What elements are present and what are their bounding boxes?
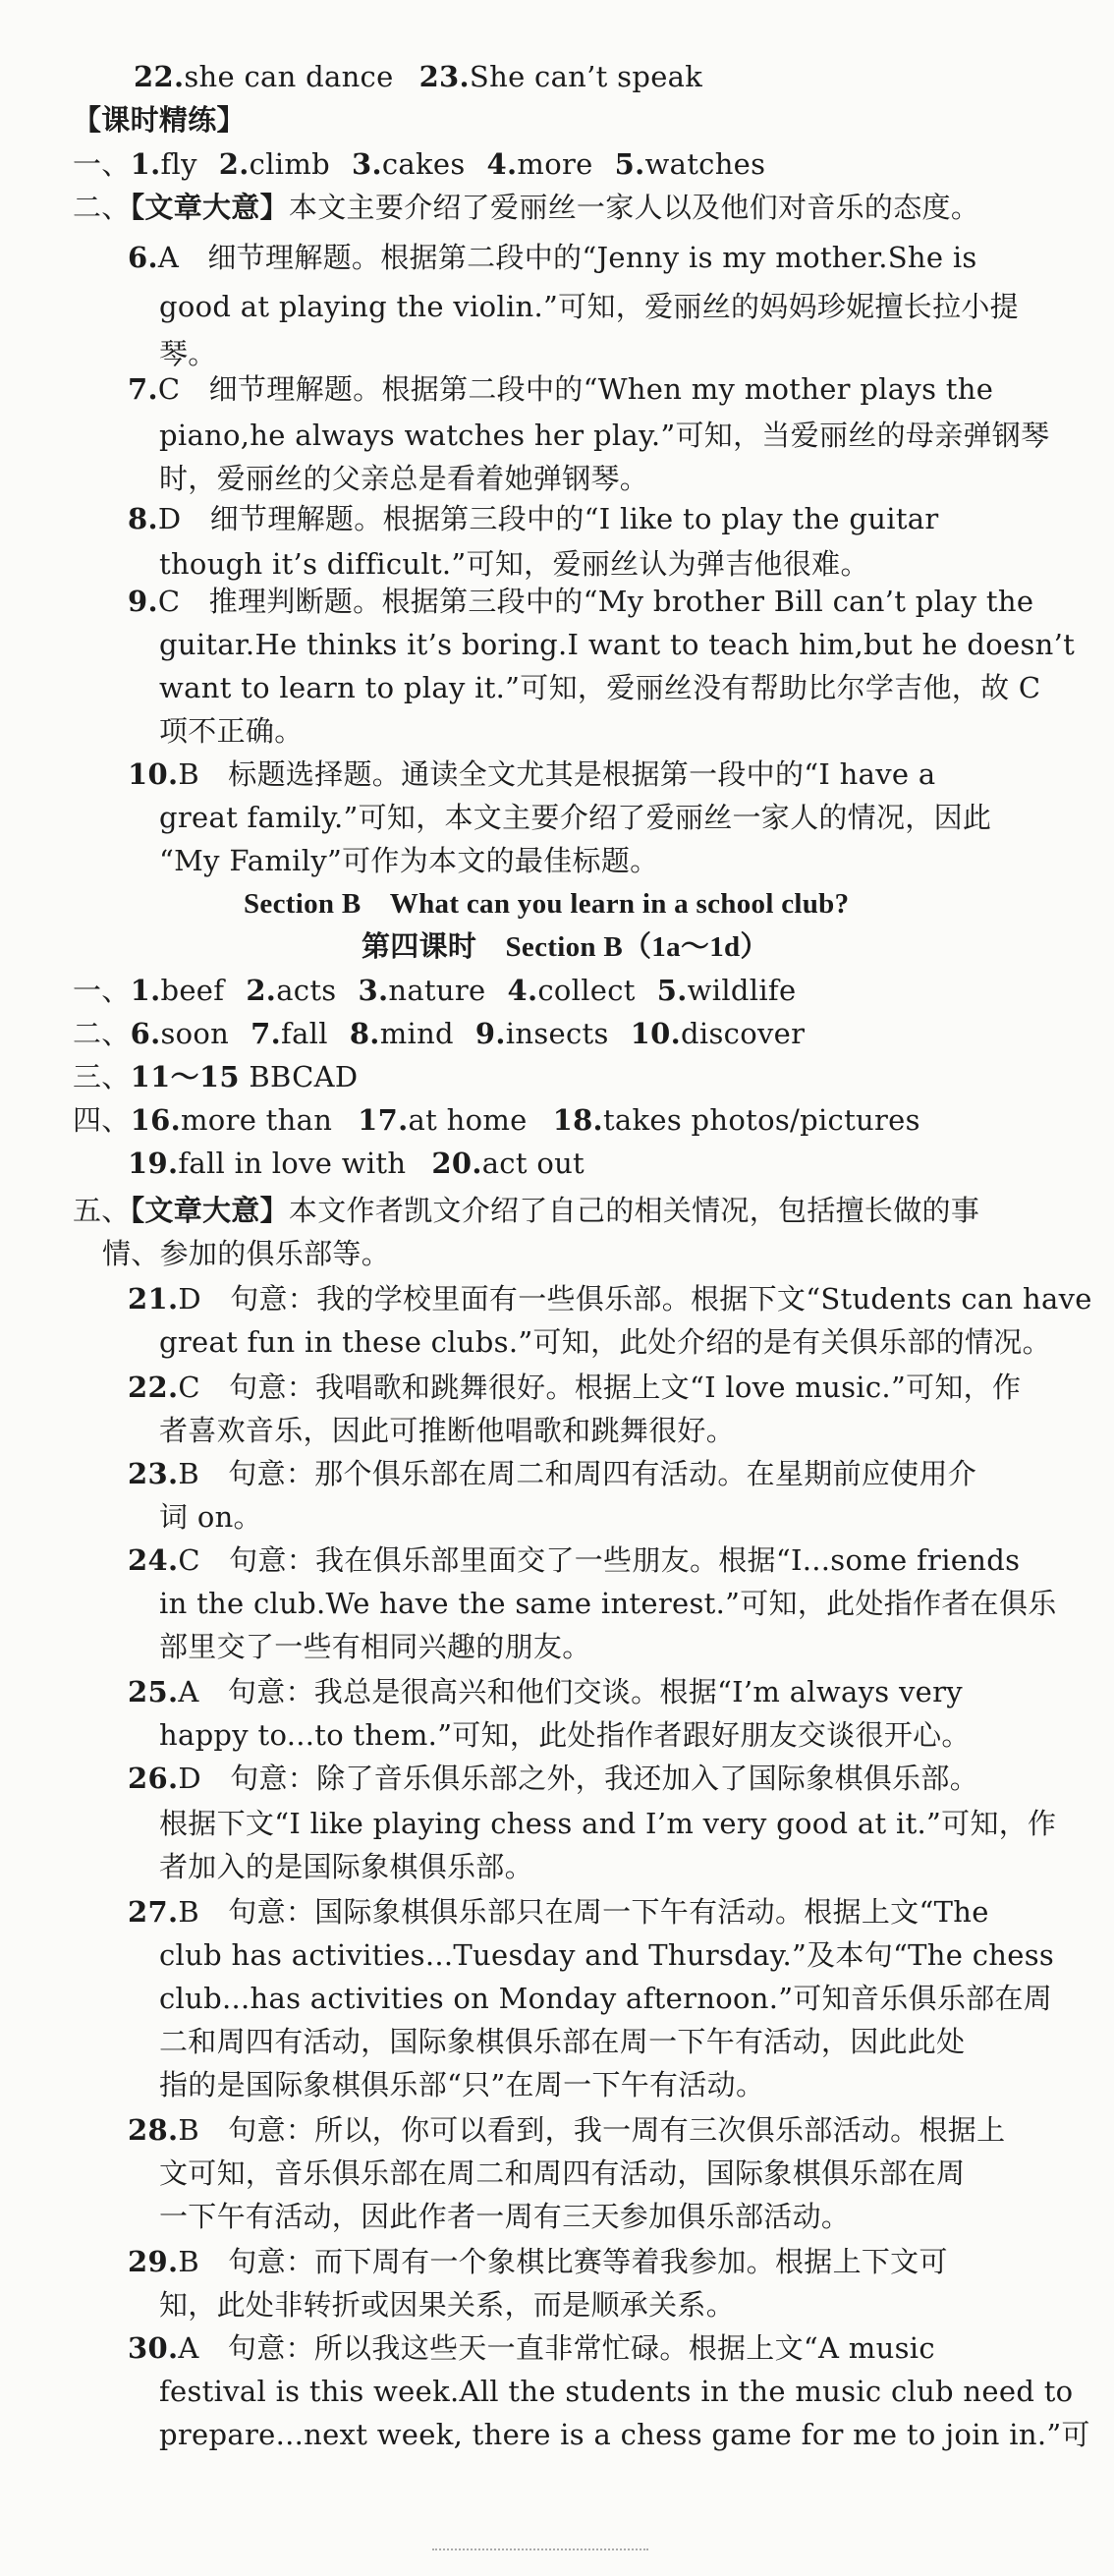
- p2-q6-lines-0: A 细节理解题。根据第二段中的“Jenny is my mother.She is: [157, 241, 977, 274]
- s5-q27-lines-3: 二和周四有活动，国际象棋俱乐部在周一下午有活动，因此此处: [159, 2025, 966, 2058]
- s5-summary-lines-0: 本文作者凯文介绍了自己的相关情况，包括擅长做的事: [288, 1194, 980, 1227]
- p2-q9-lines-2: want to learn to play it.”可知，爱丽丝没有帮助比尔学吉他，故 C: [159, 671, 1041, 704]
- s3-t: BBCAD: [249, 1060, 359, 1093]
- s4-line-1: [73, 1098, 920, 1142]
- p1-items-3-t: more: [517, 147, 593, 181]
- s5-q28-lines-0: B 句意：所以，你可以看到，我一周有三次俱乐部活动。根据上: [178, 2113, 1006, 2147]
- section-title: Section B What can you learn in a school club?: [244, 888, 850, 920]
- practice-header: 【课时精练】: [73, 103, 246, 137]
- s5-q21-n: 21.: [128, 1282, 179, 1316]
- p2-q9-lines-0: C 推理判断题。根据第三段中的“My brother Bill can’t play the: [157, 585, 1034, 618]
- p1-items-2-n: 3.: [352, 147, 382, 181]
- p2-q8-n: 8.: [128, 502, 158, 535]
- s5-q28-n: 28.: [128, 2113, 179, 2147]
- s5-q25-lines-1: happy to...to them.”可知，此处指作者跟好朋友交谈很开心。: [159, 1718, 971, 1752]
- s1-items-4-n: 5.: [656, 974, 688, 1007]
- s5-q28-lines-1: 文可知，音乐俱乐部在周二和周四有活动，国际象棋俱乐部在周: [159, 2156, 966, 2190]
- p2-q10-n: 10.: [128, 757, 179, 791]
- p2-q9-lines-3: 项不正确。: [159, 714, 304, 748]
- p1-prefix: 一、: [73, 147, 131, 181]
- s1-items-0-n: 1.: [130, 974, 161, 1007]
- s5-q27-lines-0: B 句意：国际象棋俱乐部只在周一下午有活动。根据上文“The: [178, 1895, 989, 1929]
- s4-items-1-t: at home: [408, 1103, 528, 1137]
- s2-items-4-n: 10.: [630, 1017, 682, 1050]
- q22-number: 22.: [134, 60, 185, 93]
- p2-q8-lines-1: though it’s difficult.”可知，爱丽丝认为弹吉他很难。: [159, 547, 869, 581]
- p2-summary: [73, 186, 979, 229]
- text-line: [128, 1539, 1020, 1582]
- s5-q23-n: 23.: [128, 1457, 179, 1490]
- p2-q7-n: 7.: [128, 372, 158, 406]
- answer-line-top: [134, 55, 702, 98]
- s5-q27-lines-1: club has activities...Tuesday and Thursday.”及本句“The chess: [159, 1938, 1055, 1972]
- text-line: [128, 497, 939, 540]
- text-line: [128, 2326, 935, 2370]
- text-line: [128, 1757, 978, 1800]
- s3-prefix: 三、: [73, 1060, 131, 1093]
- s5-q22-lines-1: 者喜欢音乐，因此可推断他唱歌和跳舞很好。: [159, 1414, 736, 1447]
- s5-q24-n: 24.: [128, 1543, 179, 1577]
- s5-tag: 【文章大意】: [130, 1194, 289, 1227]
- s5-q28-lines-2: 一下午有活动，因此作者一周有三天参加俱乐部活动。: [159, 2200, 851, 2233]
- s4-items-2-n: 18.: [552, 1103, 603, 1137]
- s4-items-4-n: 20.: [431, 1147, 482, 1180]
- text-line: [128, 1277, 1092, 1320]
- s5-summary: [73, 1189, 979, 1232]
- s4-items-3-t: fall in love with: [178, 1147, 407, 1180]
- s1-items-3-t: collect: [537, 974, 636, 1007]
- text-line: [128, 753, 936, 796]
- s5-q21-lines-1: great fun in these clubs.”可知，此处介绍的是有关俱乐部的情况。: [159, 1325, 1051, 1359]
- s4-items-4-t: act out: [481, 1147, 585, 1180]
- s4-line-2: [128, 1142, 585, 1185]
- s2-line: [73, 1012, 805, 1055]
- s5-q26-lines-0: D 句意：除了音乐俱乐部之外，我还加入了国际象棋俱乐部。: [178, 1762, 979, 1795]
- text-line: [128, 1452, 976, 1495]
- s5-q24-lines-2: 部里交了一些有相同兴趣的朋友。: [159, 1630, 591, 1663]
- s1-items-1-n: 2.: [246, 974, 277, 1007]
- p2-tag: 【文章大意】: [130, 191, 289, 224]
- lesson-title: 第四课时 Section B（1a～1d）: [362, 931, 769, 963]
- text-line: [128, 2240, 948, 2283]
- s2-items-1-t: fall: [281, 1017, 328, 1050]
- s5-q29-lines-1: 知，此处非转折或因果关系，而是顺承关系。: [159, 2288, 736, 2322]
- s5-q24-lines-0: C 句意：我在俱乐部里面交了一些朋友。根据“I...some friends: [178, 1543, 1021, 1577]
- p1-line: [73, 142, 765, 186]
- p2-q6-n: 6.: [128, 241, 158, 274]
- s5-q26-lines-2: 者加入的是国际象棋俱乐部。: [159, 1850, 533, 1883]
- s5-q22-n: 22.: [128, 1371, 179, 1404]
- s1-items-1-t: acts: [276, 974, 337, 1007]
- s4-items-3-n: 19.: [128, 1147, 179, 1180]
- p1-items-4-n: 5.: [614, 147, 645, 181]
- s5-q30-n: 30.: [128, 2331, 179, 2365]
- s5-q29-lines-0: B 句意：而下周有一个象棋比赛等着我参加。根据上下文可: [178, 2245, 948, 2278]
- s4-prefix: 四、: [73, 1103, 131, 1137]
- q23-answer: She can’t speak: [469, 60, 703, 93]
- text-line: [128, 367, 993, 411]
- s1-line: [73, 969, 796, 1012]
- s5-q30-lines-2: prepare...next week, there is a chess game for me to join in.”可: [159, 2418, 1090, 2451]
- p1-items-1-n: 2.: [218, 147, 250, 181]
- p2-q8-lines-0: D 细节理解题。根据第三段中的“I like to play the guitar: [157, 502, 939, 535]
- s5-q25-n: 25.: [128, 1675, 179, 1708]
- p2-q7-lines-2: 时，爱丽丝的父亲总是看着她弹钢琴。: [159, 462, 649, 495]
- s1-items-2-t: nature: [388, 974, 486, 1007]
- s2-items-2-t: mind: [379, 1017, 454, 1050]
- p2-q10-lines-1: great family.”可知，本文主要介绍了爱丽丝一家人的情况，因此: [159, 801, 992, 834]
- s5-q27-n: 27.: [128, 1895, 179, 1929]
- s2-items-3-t: insects: [505, 1017, 609, 1050]
- text-line: [128, 1670, 963, 1713]
- p1-items-1-t: climb: [249, 147, 331, 181]
- text-line: [128, 1890, 989, 1933]
- p2-q7-lines-1: piano,he always watches her play.”可知，当爱丽丝的母亲弹钢琴: [159, 419, 1050, 452]
- p1-items-3-n: 4.: [486, 147, 518, 181]
- p2-q9-lines-1: guitar.He thinks it’s boring.I want to teach him,but he doesn’t: [159, 628, 1076, 661]
- s5-q30-lines-1: festival is this week.All the students in the music club need to: [159, 2375, 1074, 2408]
- s4-items-2-t: takes photos/pictures: [602, 1103, 920, 1137]
- p2-q9-n: 9.: [128, 585, 158, 618]
- s2-items-3-n: 9.: [474, 1017, 506, 1050]
- s2-prefix: 二、: [73, 1017, 131, 1050]
- s2-items-2-n: 8.: [349, 1017, 380, 1050]
- s5-q29-n: 29.: [128, 2245, 179, 2278]
- q22-answer: she can dance: [184, 60, 394, 93]
- s5-prefix: 五、: [73, 1194, 131, 1227]
- s5-q27-lines-2: club...has activities on Monday afternoon.”可知音乐俱乐部在周: [159, 1982, 1053, 2015]
- text-line: [128, 236, 977, 279]
- s5-q22-lines-0: C 句意：我唱歌和跳舞很好。根据上文“I love music.”可知，作: [178, 1371, 1022, 1404]
- p1-items-4-t: watches: [644, 147, 766, 181]
- p2-q7-lines-0: C 细节理解题。根据第二段中的“When my mother plays the: [157, 372, 994, 406]
- s1-prefix: 一、: [73, 974, 131, 1007]
- s5-summary-cont: 情、参加的俱乐部等。: [102, 1237, 391, 1270]
- p1-items-0-t: fly: [160, 147, 197, 181]
- s4-items-0-n: 16.: [130, 1103, 181, 1137]
- s2-items-0-t: soon: [160, 1017, 230, 1050]
- s1-items-3-n: 4.: [507, 974, 538, 1007]
- q23-number: 23.: [418, 60, 470, 93]
- s5-q23-lines-1: 词 on。: [159, 1500, 262, 1534]
- text-line: [240, 1060, 250, 1093]
- s5-q27-lines-4: 指的是国际象棋俱乐部“只”在周一下午有活动。: [159, 2068, 765, 2101]
- p2-q10-lines-2: “My Family”可作为本文的最佳标题。: [159, 844, 659, 877]
- s4-items-0-t: more than: [180, 1103, 333, 1137]
- s5-q21-lines-0: D 句意：我的学校里面有一些俱乐部。根据下文“Students can have: [178, 1282, 1092, 1316]
- s5-q26-n: 26.: [128, 1762, 179, 1795]
- s2-items-4-t: discover: [681, 1017, 806, 1050]
- s3-n: 11～15: [130, 1060, 240, 1093]
- p1-items-2-t: cakes: [381, 147, 466, 181]
- s5-q26-lines-1: 根据下文“I like playing chess and I’m very good at it.”可知，作: [159, 1807, 1057, 1840]
- s5-q30-lines-0: A 句意：所以我这些天一直非常忙碌。根据上文“A music: [178, 2331, 935, 2365]
- p1-items-0-n: 1.: [130, 147, 161, 181]
- p2-q10-lines-0: B 标题选择题。通读全文尤其是根据第一段中的“I have a: [178, 757, 936, 791]
- s5-q24-lines-1: in the club.We have the same interest.”可知，此处指作者在俱乐: [159, 1587, 1057, 1620]
- text-line: [128, 2108, 1005, 2152]
- s1-items-0-t: beef: [160, 974, 225, 1007]
- s4-items-1-n: 17.: [358, 1103, 409, 1137]
- s2-items-1-n: 7.: [251, 1017, 282, 1050]
- p2-q6-lines-2: 琴。: [159, 337, 217, 370]
- text-line: [128, 1366, 1021, 1409]
- p2-q6-lines-1: good at playing the violin.”可知，爱丽丝的妈妈珍妮擅长拉小提: [159, 290, 1019, 323]
- footer-divider: [432, 2548, 648, 2552]
- s2-items-0-n: 6.: [130, 1017, 161, 1050]
- s3-line: [73, 1055, 358, 1098]
- s1-items-2-n: 3.: [358, 974, 389, 1007]
- s1-items-4-t: wildlife: [687, 974, 797, 1007]
- text-line: [128, 580, 1033, 623]
- p2-prefix: 二、: [73, 191, 131, 224]
- s5-q23-lines-0: B 句意：那个俱乐部在周二和周四有活动。在星期前应使用介: [178, 1457, 977, 1490]
- s5-q25-lines-0: A 句意：我总是很高兴和他们交谈。根据“I’m always very: [178, 1675, 963, 1708]
- p2-summary: 本文主要介绍了爱丽丝一家人以及他们对音乐的态度。: [288, 191, 980, 224]
